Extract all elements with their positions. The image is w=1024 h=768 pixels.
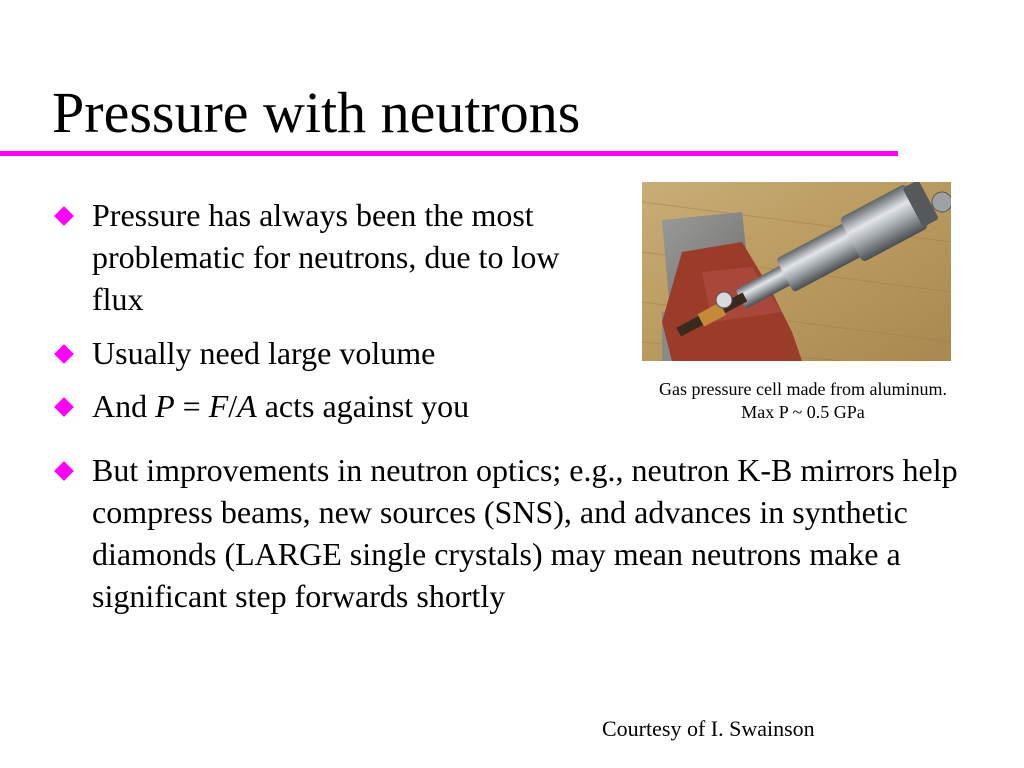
- bullet-text: [92, 385, 597, 427]
- bullet-item: [57, 194, 597, 320]
- diamond-bullet-icon: [54, 344, 74, 364]
- text-segment: And: [92, 388, 156, 424]
- text-segment: acts against you: [256, 388, 470, 424]
- bullet-item: [57, 332, 597, 374]
- courtesy-credit: Courtesy of I. Swainson: [602, 716, 815, 741]
- photo-caption: [602, 378, 1004, 424]
- diamond-bullet-icon: [54, 397, 74, 417]
- bullet-item: [57, 385, 597, 427]
- italic-variable: A: [237, 388, 257, 424]
- diamond-bullet-icon: [54, 461, 74, 481]
- bullet-text: But improvements in neutron optics; e.g., neutron K-B mirrors help compress beams, new sources (SNS), and advances in synthetic diamonds (LARGE single crystals) may mean neutrons make a significant step forwards shortly: [92, 452, 958, 614]
- title-underline: [0, 151, 898, 156]
- slide-title: Pressure with neutrons: [52, 80, 581, 145]
- diamond-bullet-icon: [54, 206, 74, 226]
- pressure-cell-photo: [642, 182, 951, 361]
- text-segment: =: [174, 388, 209, 424]
- caption-line: Gas pressure cell made from aluminum.: [659, 379, 947, 399]
- text-segment: /: [228, 388, 238, 424]
- caption-line: Max P ~ 0.5 GPa: [741, 402, 865, 422]
- bullet-text: Usually need large volume: [92, 335, 436, 371]
- italic-variable: F: [208, 388, 229, 424]
- italic-variable: P: [155, 388, 175, 424]
- pressure-cell-illustration: [642, 182, 951, 361]
- bullet-item: [57, 449, 987, 617]
- bullet-text: Pressure has always been the most problematic for neutrons, due to low flux: [92, 197, 560, 317]
